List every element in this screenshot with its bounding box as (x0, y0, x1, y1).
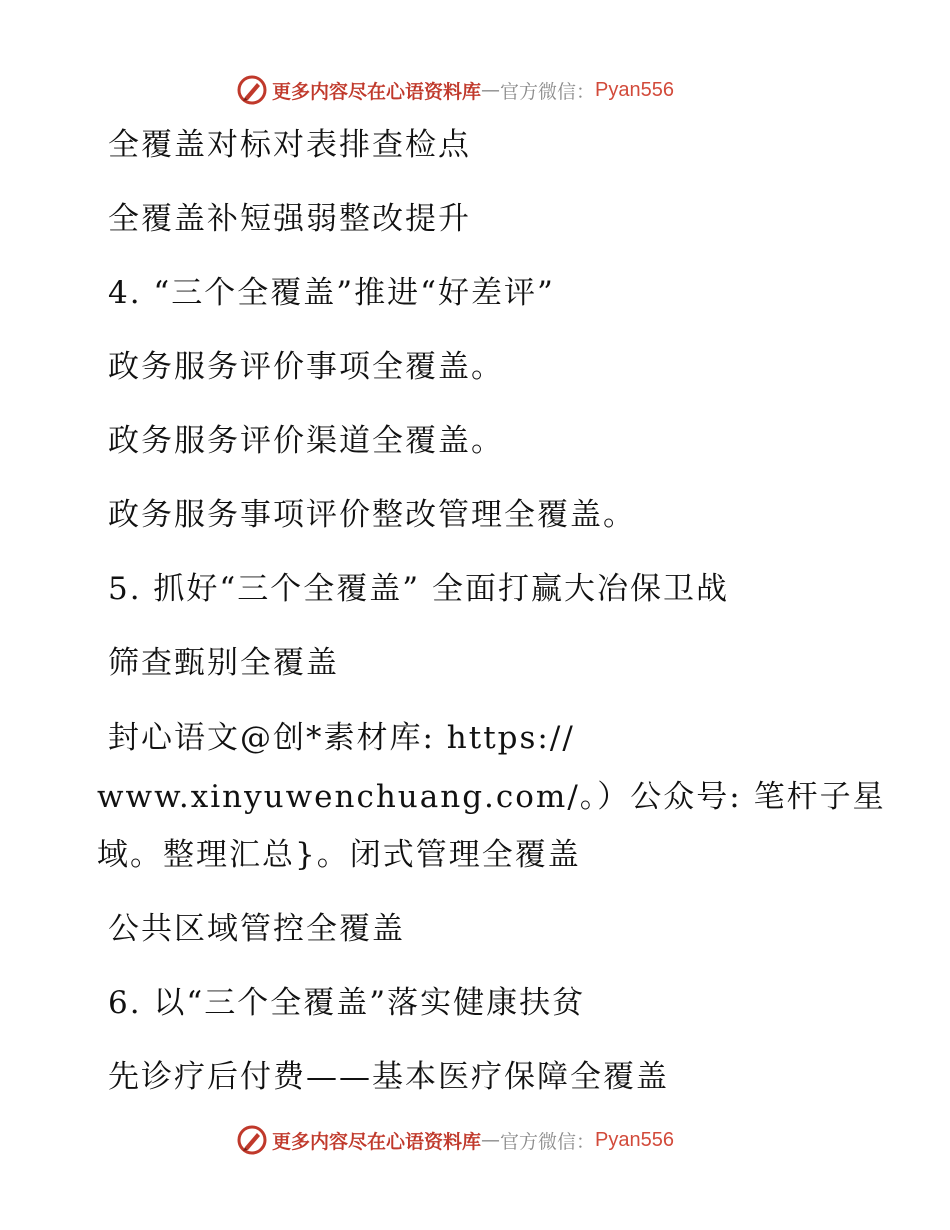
heading-line: 6. 以“三个全覆盖”落实健康扶贫 (108, 985, 586, 1021)
footer-banner (236, 1123, 674, 1157)
heading-line: 5. 抓好“三个全覆盖” 全面打赢大冶保卫战 (108, 571, 729, 607)
banner-dash: — (481, 1129, 501, 1151)
text-line: 先诊疗后付费——基本医疗保障全覆盖 (108, 1059, 669, 1095)
text-line: www.xinyuwenchuang.com/。）公众号: 笔杆子星 (97, 779, 886, 815)
text-line: 政务服务事项评价整改管理全覆盖。 (108, 497, 636, 533)
banner-account: Pyan556 (595, 78, 674, 101)
banner-wechat-label: 官方微信： (500, 80, 596, 103)
banner-account: Pyan556 (595, 1128, 674, 1151)
text-line: 政务服务评价渠道全覆盖。 (108, 423, 504, 459)
pen-logo-icon (236, 1124, 268, 1156)
text-line: 全覆盖补短强弱整改提升 (108, 201, 471, 237)
text-line: 筛查甄别全覆盖 (108, 645, 339, 681)
text-line: 政务服务评价事项全覆盖。 (108, 349, 504, 385)
header-banner (236, 73, 674, 107)
text-line: 全覆盖对标对表排查检点 (108, 127, 471, 163)
banner-wechat-label: 官方微信： (500, 1130, 596, 1153)
banner-title: 更多内容尽在心语资料库 (272, 1130, 482, 1153)
text-line: 公共区域管控全覆盖 (108, 911, 405, 947)
text-line: 域。整理汇总}。闭式管理全覆盖 (97, 837, 581, 873)
banner-title: 更多内容尽在心语资料库 (272, 80, 482, 103)
heading-line: 4. “三个全覆盖”推进“好差评” (108, 275, 555, 311)
pen-logo-icon (236, 74, 268, 106)
text-line: 封心语文@创*素材库: https:// (108, 720, 575, 756)
banner-dash: — (481, 79, 501, 101)
